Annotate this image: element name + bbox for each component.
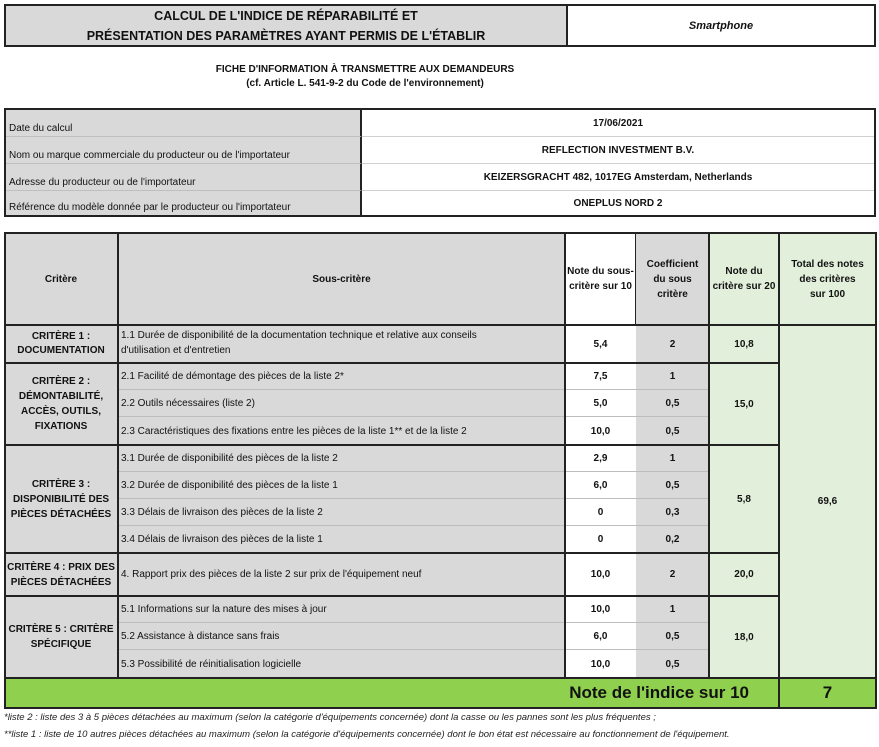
sub-criterion-2-1: 2.1 Facilité de démontage des pièces de la liste 2* xyxy=(118,363,565,390)
criterion-4-name xyxy=(4,553,118,596)
header-note-critere xyxy=(709,233,779,325)
criterion-4-score: 20,0 xyxy=(709,553,779,596)
criterion-5-name xyxy=(4,596,118,678)
coef-3-4: 0,2 xyxy=(636,526,709,553)
header-coefficient xyxy=(636,233,709,325)
table-border xyxy=(4,232,6,709)
criterion-text: DISPONIBILITÉ DES xyxy=(12,493,110,505)
criterion-text: SPÉCIFIQUE xyxy=(30,639,92,650)
footnote-liste-2: *liste 2 : liste des 3 à 5 pièces détachées au maximum (selon la catégorie d'équipements concernée) dont la casse ou les pannes sont les plus fréquentes ; xyxy=(4,712,656,723)
criterion-text: CRITÈRE 3 : xyxy=(31,478,91,490)
header-text: critère sur 10 xyxy=(569,281,632,292)
info-label: Nom ou marque commerciale du producteur ou de l'importateur xyxy=(6,137,362,164)
final-index-label: Note de l'indice sur 10 xyxy=(4,678,779,708)
table-border xyxy=(875,232,877,709)
info-value: REFLECTION INVESTMENT B.V. xyxy=(362,137,874,164)
criterion-text: FIXATIONS xyxy=(34,421,88,432)
info-row-model xyxy=(6,191,874,215)
criterion-text: CRITÈRE 5 : CRITÈRE xyxy=(8,624,114,635)
coef-4: 2 xyxy=(636,553,709,596)
table-border xyxy=(4,232,876,234)
title-line-1: CALCUL DE L'INDICE DE RÉPARABILITÉ ET xyxy=(154,8,418,23)
sub-criterion-3-3: 3.3 Délais de livraison des pièces de la liste 2 xyxy=(118,499,565,526)
criterion-text: CRITÈRE 4 : PRIX DES xyxy=(7,561,115,573)
table-border xyxy=(778,232,780,708)
info-row-address xyxy=(6,164,874,191)
info-label: Adresse du producteur ou de l'importateur xyxy=(6,164,362,191)
table-border xyxy=(4,362,779,364)
coef-2-3: 0,5 xyxy=(636,417,709,445)
coef-2-2: 0,5 xyxy=(636,390,709,417)
sub-criterion-2-3: 2.3 Caractéristiques des fixations entre les pièces de la liste 1** et de la liste 2 xyxy=(118,417,565,445)
sub-heading-line-2: (cf. Article L. 541-9-2 du Code de l'environnement) xyxy=(246,78,484,89)
header-text: critère sur 20 xyxy=(712,281,776,292)
criterion-5-score: 18,0 xyxy=(709,596,779,678)
info-row-producer xyxy=(6,137,874,164)
note-5-1: 10,0 xyxy=(565,596,636,623)
header-text: Note du xyxy=(725,266,763,277)
criterion-text: PIÈCES DÉTACHÉES xyxy=(10,576,112,588)
sub-criterion-3-4: 3.4 Délais de livraison des pièces de la liste 1 xyxy=(118,526,565,553)
table-border xyxy=(564,232,566,678)
info-value: 17/06/2021 xyxy=(362,110,874,137)
info-label: Date du calcul xyxy=(6,110,362,137)
criterion-1-score: 10,8 xyxy=(709,325,779,363)
table-border xyxy=(635,232,636,325)
total-score-100: 69,6 xyxy=(779,325,876,678)
info-value: KEIZERSGRACHT 482, 1017EG Amsterdam, Netherlands xyxy=(362,164,874,191)
header-text: Note du sous- xyxy=(567,266,634,277)
note-5-2: 6,0 xyxy=(565,623,636,650)
note-3-1: 2,9 xyxy=(565,445,636,472)
info-table xyxy=(4,108,876,217)
table-border xyxy=(4,595,779,597)
info-label: Référence du modèle donnée par le producteur ou l'importateur xyxy=(6,191,362,215)
header-text: des critères xyxy=(799,273,856,285)
coef-5-2: 0,5 xyxy=(636,623,709,650)
criterion-text: PIÈCES DÉTACHÉES xyxy=(10,508,112,520)
table-border xyxy=(4,552,779,554)
header-text: critère xyxy=(657,288,688,300)
info-value: ONEPLUS NORD 2 xyxy=(573,197,663,209)
header-text: Coefficient xyxy=(646,258,699,270)
criterion-2-name xyxy=(4,363,118,445)
info-row-date xyxy=(6,110,874,137)
criterion-text: DÉMONTABILITÉ, xyxy=(18,391,104,402)
table-border xyxy=(117,232,119,678)
sub-criterion-text: 1.1 Durée de disponibilité de la documentation technique et relative aux conseils xyxy=(121,330,477,341)
sub-criterion-5-2: 5.2 Assistance à distance sans frais xyxy=(118,623,565,650)
coef-3-3: 0,3 xyxy=(636,499,709,526)
header-text: du sous xyxy=(653,273,692,285)
title-box xyxy=(4,4,876,47)
criterion-text: ACCÈS, OUTILS, xyxy=(20,406,101,417)
footnote-liste-1: **liste 1 : liste de 10 autres pièces détachées au maximum (selon la catégorie d'équipements concernée) dont le bon état est nécessaire au fonctionnement de l'équipement. xyxy=(4,729,730,740)
note-3-4: 0 xyxy=(565,526,636,553)
coef-5-3: 0,5 xyxy=(636,650,709,678)
table-border xyxy=(4,677,876,679)
criterion-1-name xyxy=(4,325,118,363)
title-line-2: PRÉSENTATION DES PARAMÈTRES AYANT PERMIS DE L'ÉTABLIR xyxy=(86,28,486,43)
sub-criterion-3-2: 3.2 Durée de disponibilité des pièces de la liste 1 xyxy=(118,472,565,499)
header-total xyxy=(779,233,876,325)
criterion-3-name xyxy=(4,445,118,553)
document-title xyxy=(6,6,568,45)
note-2-3: 10,0 xyxy=(565,417,636,445)
header-note-sous-critere xyxy=(565,233,636,325)
note-2-1: 7,5 xyxy=(565,363,636,390)
criterion-2-score: 15,0 xyxy=(709,363,779,445)
criterion-text: DOCUMENTATION xyxy=(17,345,105,356)
note-3-3: 0 xyxy=(565,499,636,526)
coef-5-1: 1 xyxy=(636,596,709,623)
note-4: 10,0 xyxy=(565,553,636,596)
sub-criterion-5-3: 5.3 Possibilité de réinitialisation logicielle xyxy=(118,650,565,678)
sub-criterion-3-1: 3.1 Durée de disponibilité des pièces de la liste 2 xyxy=(118,445,565,472)
coef-1-1: 2 xyxy=(636,325,709,363)
note-1-1: 5,4 xyxy=(565,325,636,363)
sub-heading xyxy=(150,63,580,91)
table-border xyxy=(4,444,779,446)
criterion-text: CRITÈRE 1 : xyxy=(31,331,91,342)
table-border xyxy=(708,232,710,678)
sub-criterion-5-1: 5.1 Informations sur la nature des mises à jour xyxy=(118,596,565,623)
table-border xyxy=(4,707,876,709)
note-2-2: 5,0 xyxy=(565,390,636,417)
sub-criterion-1-1 xyxy=(118,325,565,363)
coef-2-1: 1 xyxy=(636,363,709,390)
sub-criterion-4: 4. Rapport prix des pièces de la liste 2 sur prix de l'équipement neuf xyxy=(118,553,565,596)
criterion-3-score: 5,8 xyxy=(709,445,779,553)
coef-3-2: 0,5 xyxy=(636,472,709,499)
header-text: Total des notes xyxy=(791,258,864,270)
criterion-text: CRITÈRE 2 : xyxy=(31,376,91,387)
note-3-2: 6,0 xyxy=(565,472,636,499)
note-5-3: 10,0 xyxy=(565,650,636,678)
sub-heading-line-1: FICHE D'INFORMATION À TRANSMETTRE AUX DEMANDEURS xyxy=(215,64,515,75)
table-border xyxy=(4,324,876,326)
final-index-value: 7 xyxy=(779,678,876,708)
sub-criterion-text: d'utilisation et d'entretien xyxy=(121,345,231,356)
header-critere: Critère xyxy=(4,233,118,325)
product-category: Smartphone xyxy=(568,6,874,45)
sub-criterion-2-2: 2.2 Outils nécessaires (liste 2) xyxy=(118,390,565,417)
coef-3-1: 1 xyxy=(636,445,709,472)
header-text: sur 100 xyxy=(809,288,846,300)
header-sous-critere: Sous-critère xyxy=(118,233,565,325)
